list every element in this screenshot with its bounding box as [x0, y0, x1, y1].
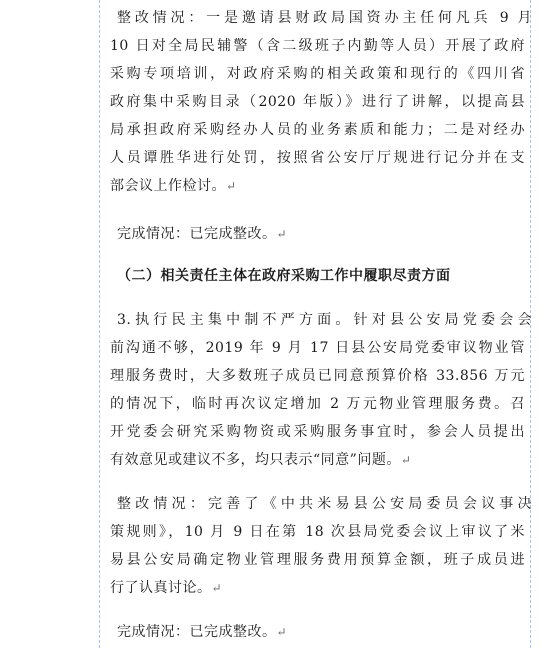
paragraph-1-line-3: 采购专项培训，对政府采购的相关政策和现行的《四川省 — [110, 66, 525, 82]
paragraph-3-line-4: 的情况下，临时再次议定增加 2 万元物业管理服务费。召 — [110, 396, 525, 412]
paragraph-1-line-1: 整改情况：一是邀请县财政局国资办主任何凡兵 9 月 — [117, 10, 532, 26]
paragraph-3-line-3: 理服务费时，大多数班子成员已同意预算价格 33.856 万元 — [110, 368, 525, 384]
paragraph-1-line-7 — [110, 172, 525, 200]
completion-status-2 — [117, 618, 532, 646]
paragraph-4-line-4-text: 行了认真讨论。 — [110, 580, 212, 596]
paragraph-3-line-2: 前沟通不够，2019 年 9 月 17 日县公安局党委审议物业管 — [110, 340, 525, 356]
completion-status-2-text: 完成情况：已完成整改。 — [117, 624, 277, 640]
paragraph-1-line-6: 人员谭胜华进行处罚，按照省公安厅厅规进行记分并在支 — [110, 150, 525, 166]
section-heading: （二）相关责任主体在政府采购工作中履职尽责方面 — [117, 268, 451, 284]
paragraph-4-line-3: 易县公安局确定物业管理服务费用预算金额，班子成员进 — [110, 552, 525, 568]
completion-status-1-text: 完成情况：已完成整改。 — [117, 226, 277, 242]
paragraph-1-line-4: 政府集中采购目录（2020 年版）》进行了讲解，以提高县 — [110, 94, 525, 110]
paragraph-1-line-5: 局承担政府采购经办人员的业务素质和能力；二是对经办 — [110, 122, 525, 138]
paragraph-1-line-7-text: 部会议上作检讨。 — [110, 178, 226, 194]
completion-status-1 — [117, 220, 532, 248]
paragraph-3-line-1: 3.执行民主集中制不严方面。针对县公安局党委会会 — [117, 312, 532, 328]
paragraph-1-line-2: 10 日对全局民辅警（含二级班子内勤等人员）开展了政府 — [110, 38, 525, 54]
paragraph-4-line-2: 策规则》，10 月 9 日在第 18 次县局党委会议上审议了米 — [110, 524, 525, 540]
paragraph-mark-icon: ↵ — [400, 453, 412, 467]
paragraph-mark-icon: ↵ — [211, 581, 223, 595]
paragraph-mark-icon: ↵ — [276, 227, 288, 241]
paragraph-mark-icon: ↵ — [276, 625, 288, 639]
paragraph-mark-icon: ↵ — [226, 179, 237, 193]
paragraph-4-line-1: 整改情况：完善了《中共米易县公安局委员会议事决 — [117, 496, 532, 512]
paragraph-3-line-6 — [110, 446, 525, 474]
paragraph-4-line-4 — [110, 574, 525, 602]
paragraph-3-line-6-text: 有效意见或建议不多，均只表示“同意”问题。 — [110, 452, 401, 468]
paragraph-3-line-5: 开党委会研究采购物资或采购服务事宜时，参会人员提出 — [110, 424, 525, 440]
